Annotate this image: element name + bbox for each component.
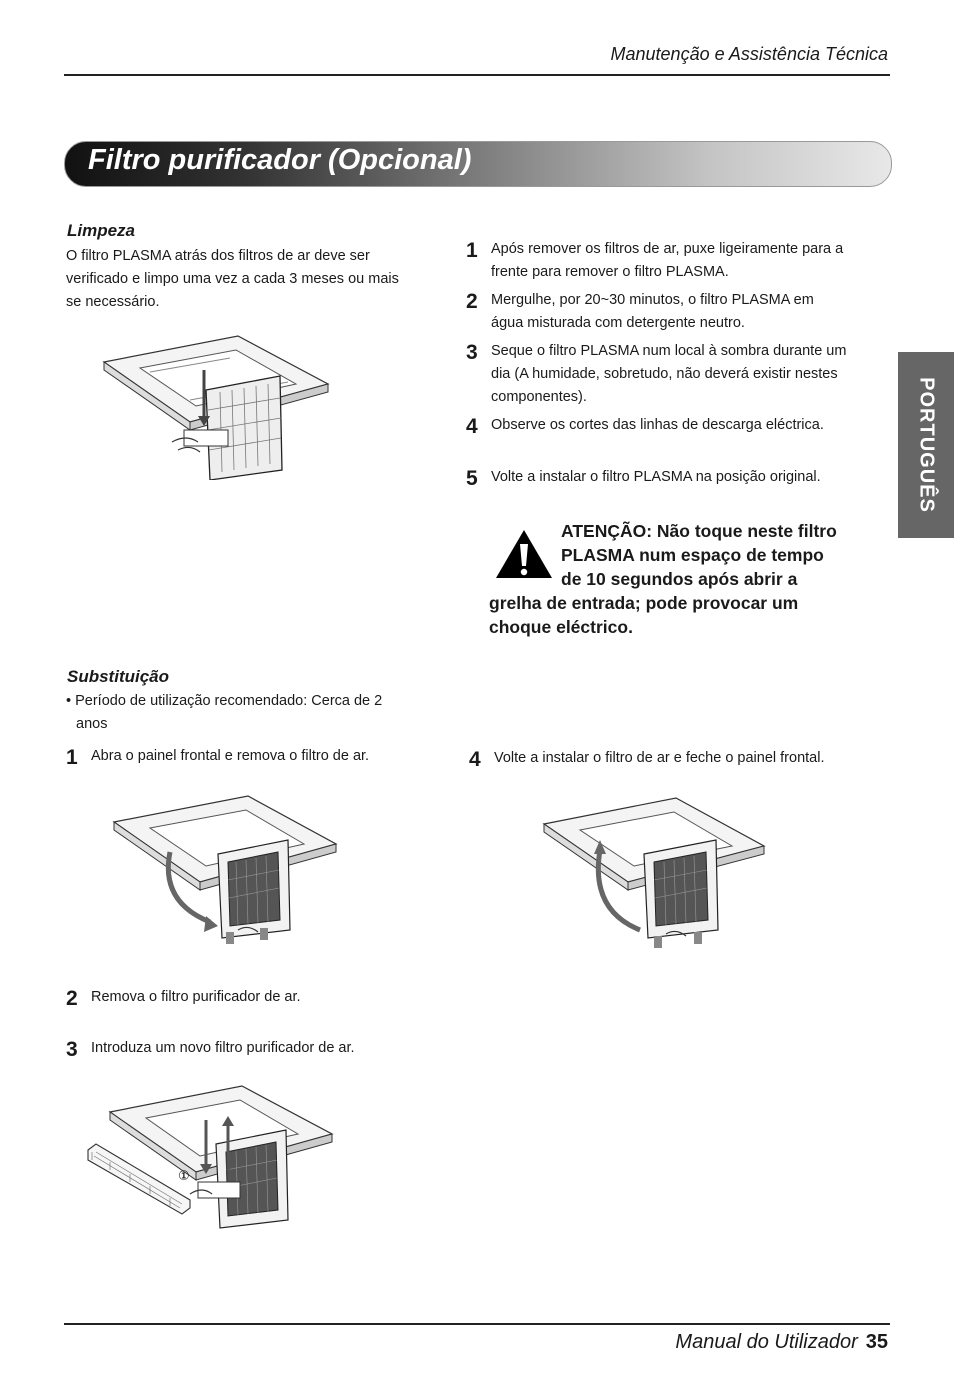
step-line: Seque o filtro PLASMA num local à sombra durante um <box>491 343 847 359</box>
warning-line: PLASMA num espaço de tempo <box>561 545 824 565</box>
header-rule <box>64 74 890 76</box>
step-line: componentes). <box>491 389 587 405</box>
cleaning-step-number: 2 <box>466 290 478 313</box>
language-tab-label: PORTUGUÊS <box>915 377 938 513</box>
replacement-step-text: Remova o filtro purificador de ar. <box>91 989 301 1005</box>
footer-label: Manual do Utilizador <box>675 1331 858 1353</box>
page-title: Filtro purificador (Opcional) <box>88 144 472 176</box>
cleaning-step-number: 3 <box>466 341 478 364</box>
replace-filter-illustration <box>80 1082 340 1242</box>
language-tab <box>898 352 954 538</box>
replacement-step-number: 2 <box>66 987 78 1010</box>
replacement-step-text: Introduza um novo filtro purificador de ar. <box>91 1040 355 1056</box>
cleaning-step-number: 4 <box>466 415 478 438</box>
cleaning-step-text <box>491 289 814 335</box>
cleaning-illustration <box>100 330 332 480</box>
footer <box>675 1331 888 1354</box>
bullet-line: • Período de utilização recomendado: Cerca de 2 <box>66 693 383 709</box>
cleaning-step-text <box>491 340 846 409</box>
warning-text-bottom <box>489 591 798 639</box>
cleaning-step-text <box>491 238 843 284</box>
cleaning-step-text <box>491 466 821 489</box>
step-line: dia (A humidade, sobretudo, não deverá existir nestes <box>491 366 838 382</box>
cleaning-step-number: 5 <box>466 467 478 490</box>
cleaning-title: Limpeza <box>67 221 136 240</box>
cleaning-intro-line: se necessário. <box>66 294 160 310</box>
warning-line: grelha de entrada; pode provocar um <box>489 593 799 613</box>
cleaning-intro-line: O filtro PLASMA atrás dos filtros de ar deve ser <box>66 248 370 264</box>
replacement-step-text: Abra o painel frontal e remova o filtro de ar. <box>91 748 370 764</box>
page-number: 35 <box>865 1331 888 1353</box>
replacement-title: Substituição <box>67 667 170 686</box>
replacement-step-number: 3 <box>66 1038 78 1061</box>
warning-icon <box>494 528 554 580</box>
replacement-step-number: 1 <box>66 746 78 769</box>
callout-marker: ① <box>178 1169 190 1184</box>
replacement-bullet <box>66 690 446 736</box>
step-line: frente para remover o filtro PLASMA. <box>491 264 729 280</box>
footer-rule <box>64 1323 890 1325</box>
open-panel-illustration <box>110 792 342 948</box>
cleaning-intro <box>66 245 446 314</box>
cleaning-step-number: 1 <box>466 239 478 262</box>
cleaning-intro-line: verificado e limpo uma vez a cada 3 meses ou mais <box>66 271 399 287</box>
warning-line: choque eléctrico. <box>489 617 633 637</box>
warning-text-top <box>561 519 837 591</box>
warning-line: ATENÇÃO: Não toque neste filtro <box>561 521 837 541</box>
step-line: Observe os cortes das linhas de descarga eléctrica. <box>491 417 824 433</box>
warning-line: de 10 segundos após abrir a <box>561 569 798 589</box>
step-line: Volte a instalar o filtro PLASMA na posição original. <box>491 469 821 485</box>
step-line: água misturada com detergente neutro. <box>491 315 745 331</box>
replacement-step-text: Volte a instalar o filtro de ar e feche o painel frontal. <box>494 750 825 766</box>
step-line: Após remover os filtros de ar, puxe ligeiramente para a <box>491 241 844 257</box>
bullet-line: anos <box>76 716 108 732</box>
replacement-step-number: 4 <box>469 748 481 771</box>
cleaning-step-text <box>491 414 824 437</box>
close-panel-illustration <box>540 794 768 950</box>
step-line: Mergulhe, por 20~30 minutos, o filtro PLASMA em <box>491 292 814 308</box>
header-title: Manutenção e Assistência Técnica <box>610 44 888 64</box>
